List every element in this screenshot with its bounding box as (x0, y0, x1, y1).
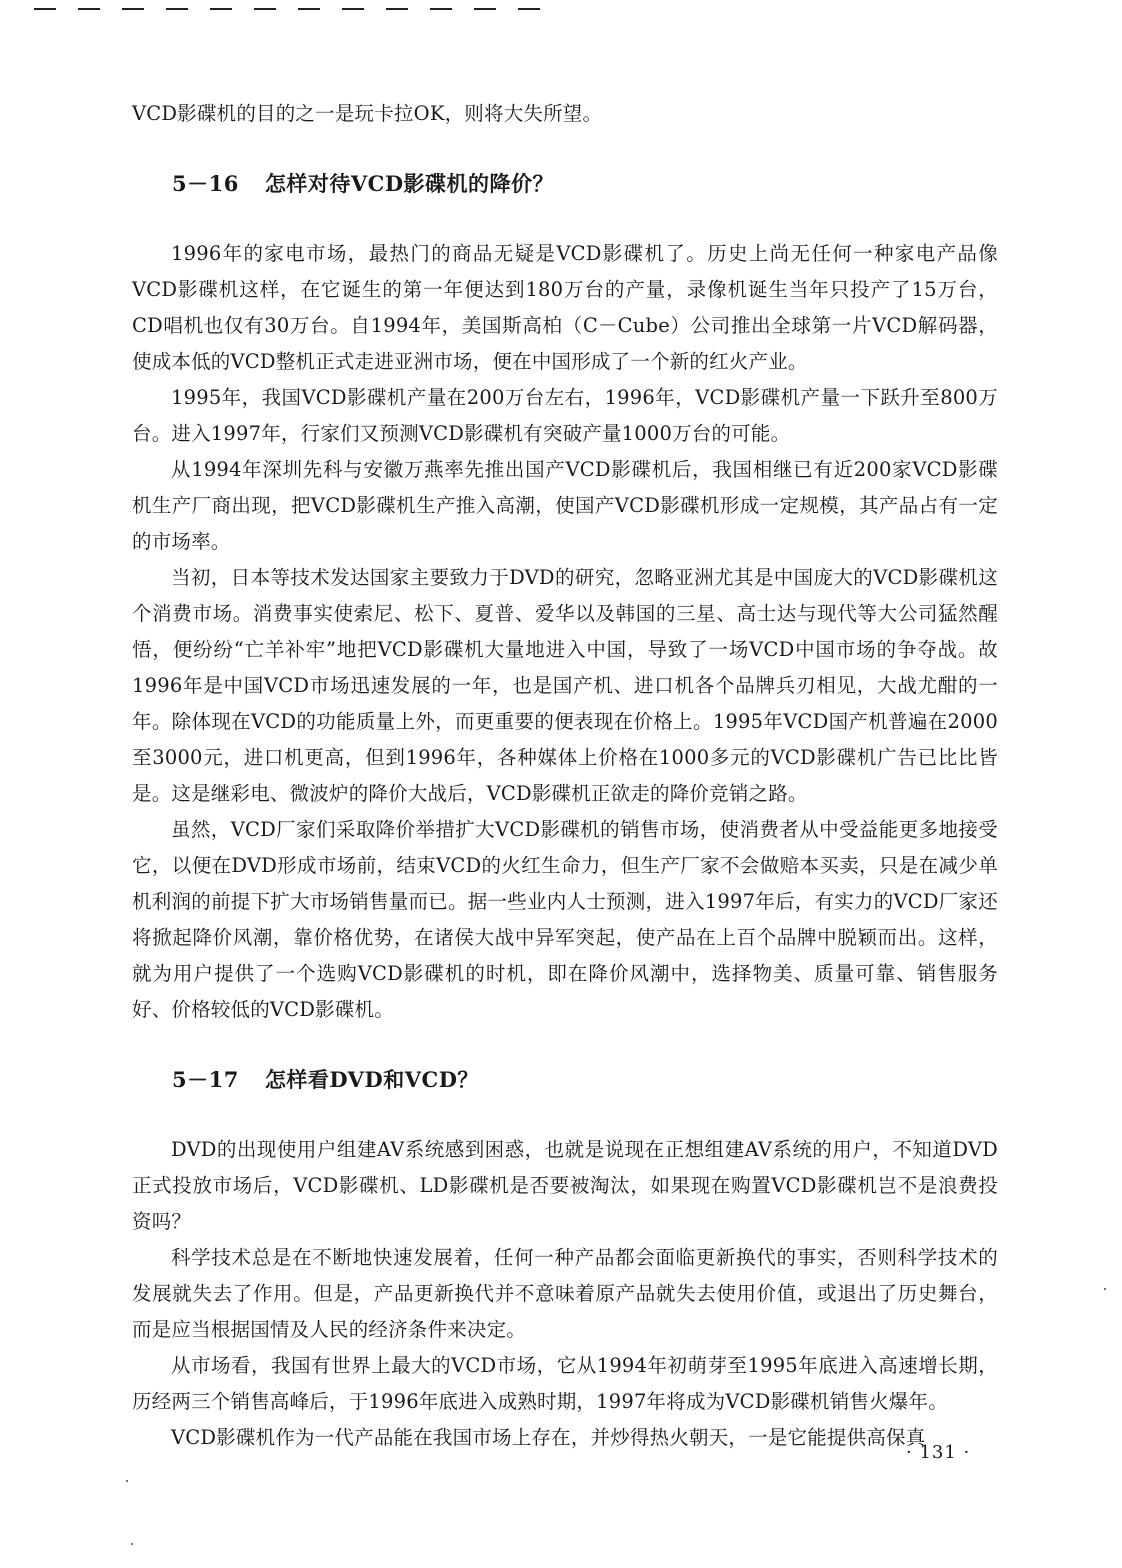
section-title: 怎样看DVD和VCD？ (264, 1067, 479, 1092)
paragraph: 1995年，我国VCD影碟机产量在200万台左右，1996年，VCD影碟机产量一下跃升至800万台。进入1997年，行家们又预测VCD影碟机有突破产量1000万台的可能。 (132, 386, 998, 445)
paragraph: VCD影碟机作为一代产品能在我国市场上存在，并炒得热火朝天，一是它能提供高保真 (171, 1426, 926, 1449)
section-heading-5-17 (172, 1062, 998, 1098)
scan-speck (131, 1543, 133, 1545)
paragraph: 1996年的家电市场，最热门的商品无疑是VCD影碟机了。历史上尚无任何一种家电产品像VCD影碟机这样，在它诞生的第一年便达到180万台的产量，录像机诞生当年只投产了15万台，CD唱机也仅有30万台。自1994年，美国斯高柏（C－Cube）公司推出全球第一片VCD解码器，使成本低的VCD整机正式走进亚洲市场，便在中国形成了一个新的红火产业。 (132, 242, 998, 373)
scan-speck (126, 1480, 128, 1482)
section-heading-5-16 (172, 166, 998, 202)
paragraph: 从市场看，我国有世界上最大的VCD市场，它从1994年初萌芽至1995年底进入高速增长期，历经两三个销售高峰后，于1996年底进入成熟时期，1997年将成为VCD影碟机销售火爆年。 (132, 1354, 998, 1413)
paragraph: 当初，日本等技术发达国家主要致力于DVD的研究，忽略亚洲尤其是中国庞大的VCD影碟机这个消费市场。消费事实使索尼、松下、夏普、爱华以及韩国的三星、高士达与现代等大公司猛然醒悟，便纷纷“亡羊补牢”地把VCD影碟机大量地进入中国，导致了一场VCD中国市场的争夺战。故1996年是中国VCD市场迅速发展的一年，也是国产机、进口机各个品牌兵刃相见，大战尤酣的一年。除体现在VCD的功能质量上外，而更重要的便表现在价格上。1995年VCD国产机普遍在2000至3000元，进口机更高，但到1996年，各种媒体上价格在1000多元的VCD影碟机广告已比比皆是。这是继彩电、微波炉的降价大战后，VCD影碟机正欲走的降价竞销之路。 (132, 566, 998, 805)
scan-speck (1104, 1288, 1106, 1290)
paragraph: 虽然，VCD厂家们采取降价举措扩大VCD影碟机的销售市场，使消费者从中受益能更多地接受它，以便在DVD形成市场前，结束VCD的火红生命力，但生产厂家不会做赔本买卖，只是在减少单机利润的前提下扩大市场销售量而已。据一些业内人士预测，进入1997年后，有实力的VCD厂家还将掀起降价风潮，靠价格优势，在诸侯大战中异军突起，使产品在上百个品牌中脱颖而出。这样，就为用户提供了一个选购VCD影碟机的时机，即在降价风潮中，选择物美、质量可靠、销售服务好、价格较低的VCD影碟机。 (132, 818, 998, 1021)
page-body (132, 96, 998, 1456)
paragraph: 从1994年深圳先科与安徽万燕率先推出国产VCD影碟机后，我国相继已有近200家VCD影碟机生产厂商出现，把VCD影碟机生产推入高潮，使国产VCD影碟机形成一定规模，其产品占有一定的市场率。 (132, 458, 998, 553)
section-number: 5－17 (172, 1067, 239, 1092)
page-number: · 131 · (906, 1442, 971, 1463)
section-title: 怎样对待VCD影碟机的降价？ (264, 171, 555, 196)
scan-header-dashes (34, 8, 540, 10)
continuation-line: VCD影碟机的目的之一是玩卡拉OK，则将大失所望。 (132, 102, 603, 125)
section-number: 5－16 (172, 171, 239, 196)
paragraph: DVD的出现使用户组建AV系统感到困惑，也就是说现在正想组建AV系统的用户，不知道DVD正式投放市场后，VCD影碟机、LD影碟机是否要被淘汰，如果现在购置VCD影碟机岂不是浪费投资吗？ (132, 1138, 998, 1233)
paragraph: 科学技术总是在不断地快速发展着，任何一种产品都会面临更新换代的事实，否则科学技术的发展就失去了作用。但是，产品更新换代并不意味着原产品就失去使用价值，或退出了历史舞台，而是应当根据国情及人民的经济条件来决定。 (132, 1246, 998, 1341)
